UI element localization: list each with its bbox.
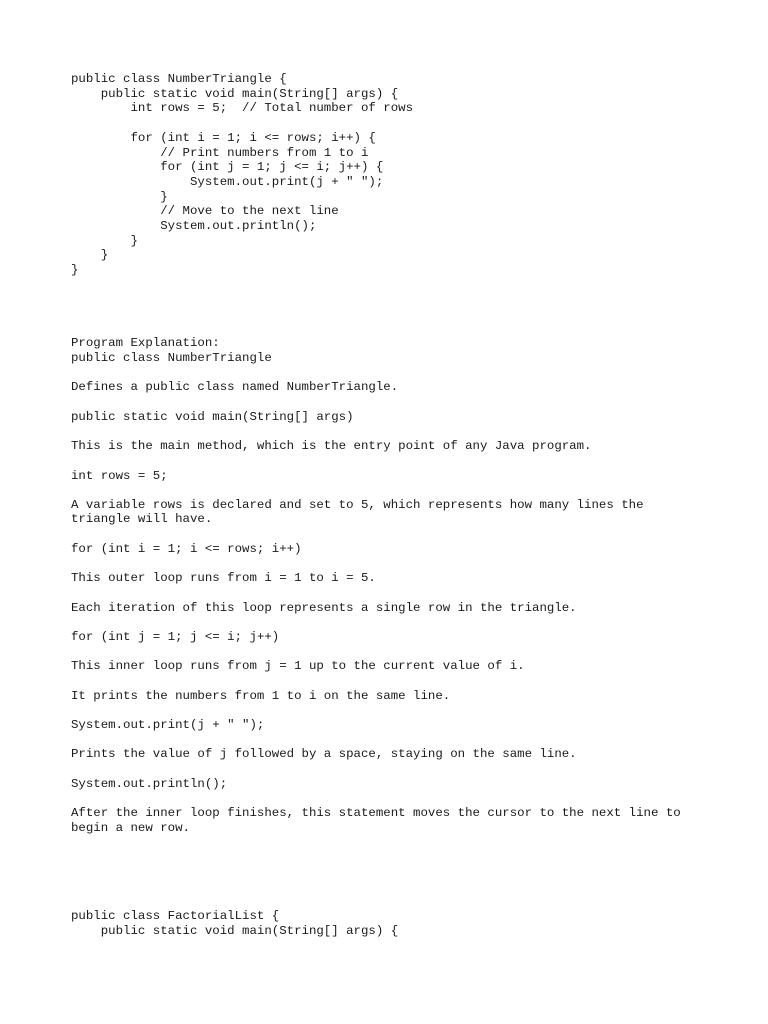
code-line: public class FactorialList { — [71, 909, 280, 923]
code-line: for (int i = 1; i <= rows; i++) { — [71, 130, 376, 145]
code-line: int rows = 5; // Total number of rows — [71, 101, 414, 116]
explanation-text: This outer loop runs from i = 1 to i = 5. — [71, 571, 376, 585]
code-line: // Move to the next line — [71, 204, 339, 219]
code-line: } — [71, 263, 79, 278]
code-line: for (int j = 1; j <= i; j++) { — [71, 160, 384, 175]
code-line: public static void main(String[] args) { — [71, 923, 399, 938]
explanation-code: int rows = 5; — [71, 468, 168, 483]
code-line: } — [71, 248, 109, 263]
code-line: System.out.println(); — [71, 219, 317, 233]
code-line: public static void main(String[] args) { — [71, 86, 399, 101]
explanation-code: for (int j = 1; j <= i; j++) — [71, 630, 280, 644]
explanation-heading: Program Explanation: — [71, 336, 220, 350]
code-line: public class NumberTriangle { — [71, 72, 287, 86]
explanation-text: Defines a public class named NumberTriangle. — [71, 380, 399, 394]
code-line: // Print numbers from 1 to i — [71, 145, 369, 160]
code-line: } — [71, 233, 138, 248]
explanation-code: System.out.println(); — [71, 776, 228, 791]
explanation-text: Prints the value of j followed by a space, staying on the same line. — [71, 747, 577, 761]
explanation-code: System.out.print(j + " "); — [71, 718, 265, 732]
explanation-text: Each iteration of this loop represents a single row in the triangle. — [71, 600, 577, 615]
explanation-code: public static void main(String[] args) — [71, 409, 354, 424]
explanation-text: This inner loop runs from j = 1 up to the current value of i. — [71, 659, 525, 673]
code-line: } — [71, 189, 168, 204]
code-line: System.out.print(j + " "); — [71, 174, 384, 189]
explanation-text: A variable rows is declared and set to 5, which represents how many lines the triangle will have. — [71, 497, 651, 527]
explanation-text: This is the main method, which is the entry point of any Java program. — [71, 439, 592, 453]
explanation-text: It prints the numbers from 1 to i on the same line. — [71, 688, 451, 703]
explanation-code: public class NumberTriangle — [71, 350, 272, 365]
explanation-text: After the inner loop finishes, this statement moves the cursor to the next line to begin a new row. — [71, 806, 689, 835]
explanation-code: for (int i = 1; i <= rows; i++) — [71, 541, 302, 556]
